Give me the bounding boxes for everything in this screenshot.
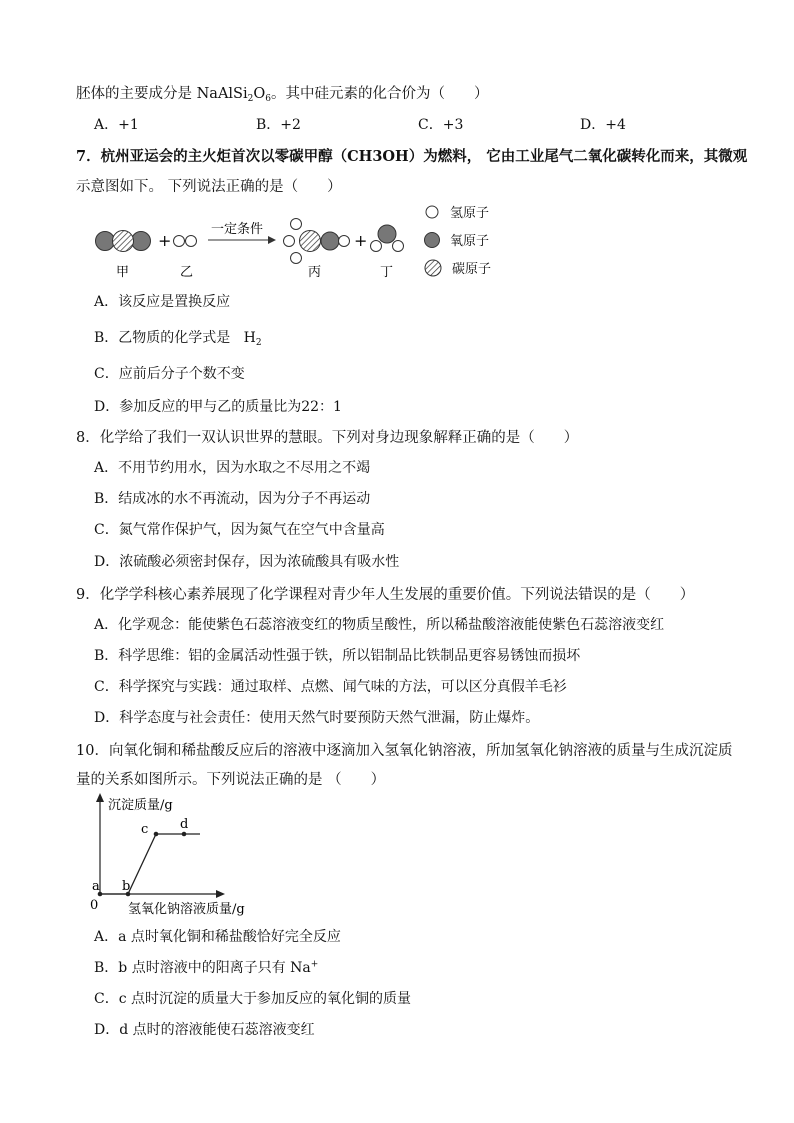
label-ding: 丁	[380, 265, 394, 280]
label-bing: 丙	[308, 265, 322, 280]
legend-oxygen: 氧原子	[424, 230, 491, 249]
point-label-d: d	[180, 817, 189, 832]
origin-label: 0	[90, 898, 99, 913]
plus-sign-1: +	[158, 231, 172, 250]
q7-stem-line1: 7．杭州亚运会的主火炬首次以零碳甲醇（CH3OH）为燃料， 它由工业尾气二氧化碳转化而来，其微观	[76, 148, 748, 165]
precipitate-mass-chart	[88, 790, 288, 920]
q7-option-d[interactable]: D．参加反应的甲与乙的质量比为22：1	[94, 399, 342, 415]
y-axis-label: 沉淀质量/g	[108, 798, 173, 813]
molecule-bing	[284, 219, 350, 264]
q9-option-c[interactable]: C．科学探究与实践：通过取样、点燃、闻气味的方法，可以区分真假羊毛衫	[94, 679, 567, 695]
q8-option-d[interactable]: D．浓硫酸必须密封保存，因为浓硫酸具有吸水性	[94, 554, 400, 570]
y-axis-arrow	[96, 793, 104, 802]
point-c	[154, 832, 159, 837]
point-label-b: b	[122, 879, 131, 894]
point-label-c: c	[141, 822, 149, 837]
series-line	[100, 834, 200, 894]
q7-option-a[interactable]: A．该反应是置换反应	[94, 294, 231, 310]
legend-carbon: 碳原子	[424, 258, 491, 277]
q7-option-c[interactable]: C．应前后分子个数不变	[94, 366, 245, 382]
reaction-condition: 一定条件	[211, 222, 264, 237]
carbon-atom-icon	[424, 259, 442, 277]
legend-hydrogen: 氢原子	[424, 202, 491, 221]
molecule-yi	[174, 236, 197, 247]
q6-option-c[interactable]: C．+3	[418, 117, 464, 133]
q8-option-a[interactable]: A．不用节约用水，因为水取之不尽用之不竭	[94, 460, 371, 476]
molecule-jia	[96, 231, 151, 252]
q10-stem-line2: 量的关系如图所示。下列说法正确的是 （ ）	[76, 772, 386, 788]
q7-stem-line2: 示意图如下。 下列说法正确的是（ ）	[76, 179, 342, 195]
q9-option-a[interactable]: A．化学观念：能使紫色石蕊溶液变红的物质呈酸性，所以稀盐酸溶液能使紫色石蕊溶液变红	[94, 617, 665, 633]
reaction-diagram	[90, 196, 420, 286]
diagram-legend	[424, 202, 491, 277]
plus-sign-2: +	[354, 231, 368, 250]
data-points	[92, 817, 188, 896]
x-axis-arrow	[216, 890, 225, 898]
q10-option-b[interactable]: B．b 点时溶液中的阳离子只有 Na+	[94, 959, 319, 976]
q6-option-a[interactable]: A．+1	[94, 117, 139, 133]
arrow-head	[268, 236, 276, 244]
q8-stem: 8．化学给了我们一双认识世界的慧眼。下列对身边现象解释正确的是（ ）	[76, 430, 579, 446]
point-d	[182, 832, 187, 837]
q7-option-b[interactable]: B．乙物质的化学式是 $H_2$	[94, 330, 262, 348]
q8-option-b[interactable]: B．结成冰的水不再流动，因为分子不再运动	[94, 491, 371, 507]
q10-stem-line1: 10．向氧化铜和稀盐酸反应后的溶液中逐滴加入氢氧化钠溶液，所加氢氧化钠溶液的质量与生成沉淀质	[76, 743, 733, 759]
q6-option-b[interactable]: B．+2	[256, 117, 301, 133]
q10-option-d[interactable]: D．d 点时的溶液能使石蕊溶液变红	[94, 1022, 315, 1038]
q9-option-d[interactable]: D．科学态度与社会责任：使用天然气时要预防天然气泄漏，防止爆炸。	[94, 710, 540, 726]
q6-option-d[interactable]: D．+4	[580, 117, 626, 133]
point-label-a: a	[92, 879, 100, 894]
label-jia: 甲	[116, 265, 130, 280]
x-axis-label: 氢氧化钠溶液质量/g	[128, 902, 245, 917]
q10-option-c[interactable]: C．c 点时沉淀的质量大于参加反应的氧化铜的质量	[94, 991, 412, 1007]
q10-option-a[interactable]: A．a 点时氧化铜和稀盐酸恰好完全反应	[94, 929, 341, 945]
q8-option-c[interactable]: C．氮气常作保护气，因为氮气在空气中含量高	[94, 522, 385, 538]
q9-option-b[interactable]: B．科学思维：铝的金属活动性强于铁，所以铝制品比铁制品更容易锈蚀而损坏	[94, 648, 581, 664]
oxygen-atom-icon	[424, 232, 440, 248]
q6-stem: 胚体的主要成分是 $NaAlSi_2O_6$。其中硅元素的化合价为（ ）	[76, 86, 489, 104]
hydrogen-atom-icon	[424, 204, 440, 220]
q9-stem: 9．化学学科核心素养展现了化学课程对青少年人生发展的重要价值。下列说法错误的是（ ）	[76, 587, 695, 603]
molecule-ding	[371, 225, 404, 252]
label-yi: 乙	[180, 265, 194, 280]
